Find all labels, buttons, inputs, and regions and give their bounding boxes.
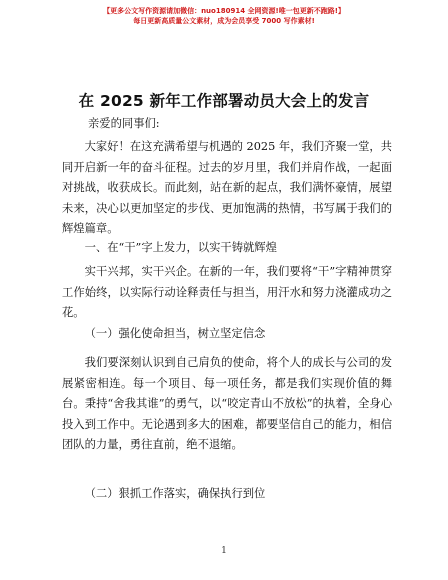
heading-text: （一）强化使命担当，树立坚定信念 xyxy=(84,327,266,340)
greeting: 亲爱的同事们: xyxy=(88,117,160,130)
page-number: 1 xyxy=(221,546,227,556)
subsection-heading-1 xyxy=(62,324,392,345)
promo-banner xyxy=(0,6,448,26)
section-heading-1 xyxy=(62,238,392,259)
subsection-heading-2 xyxy=(62,484,392,505)
paragraph-text: 大家好！在这充满希望与机遇的 2025 年，我们齐聚一堂，共同开启新一年的奋斗征程。过去的岁月里，我们并肩作战，一起面对挑战，收获成长。而此刻，站在新的起点，我们满怀豪情，展望未来，决心以更加坚定的步伐、更加饱满的热情，书写属于我们的辉煌篇章。 xyxy=(62,140,392,235)
heading-text: （二）狠抓工作落实，确保执行到位 xyxy=(84,487,266,500)
paragraph-subsection-1 xyxy=(62,353,392,456)
paragraph-section-1 xyxy=(62,262,392,324)
paragraph-intro xyxy=(62,137,392,240)
paragraph-text: 实干兴邦，实干兴企。在新的一年，我们要将“干”字精神贯穿工作始终，以实际行动诠释责任与担当，用汗水和努力浇灌成功之花。 xyxy=(62,265,392,319)
paragraph-text: 我们要深刻认识到自己肩负的使命，将个人的成长与公司的发展紧密相连。每一个项目、每一项任务，都是我们实现价值的舞台。秉持“舍我其谁”的勇气，以“咬定青山不放松”的执着，全身心投入到工作中。无论遇到多大的困难，都要坚信自己的能力，相信团队的力量，勇往直前，绝不退缩。 xyxy=(62,356,392,451)
promo-line-2: 每日更新高质量公文素材，成为会员享受 7000 写作素材! xyxy=(133,17,315,25)
promo-line-1: 【更多公文写作资源请加微信：nuo180914 全网资源!唯一包更新不跑路!】 xyxy=(103,7,345,15)
document-title: 在 2025 新年工作部署动员大会上的发言 xyxy=(78,92,370,110)
heading-text: 一、在“干”字上发力，以实干铸就辉煌 xyxy=(84,241,277,254)
